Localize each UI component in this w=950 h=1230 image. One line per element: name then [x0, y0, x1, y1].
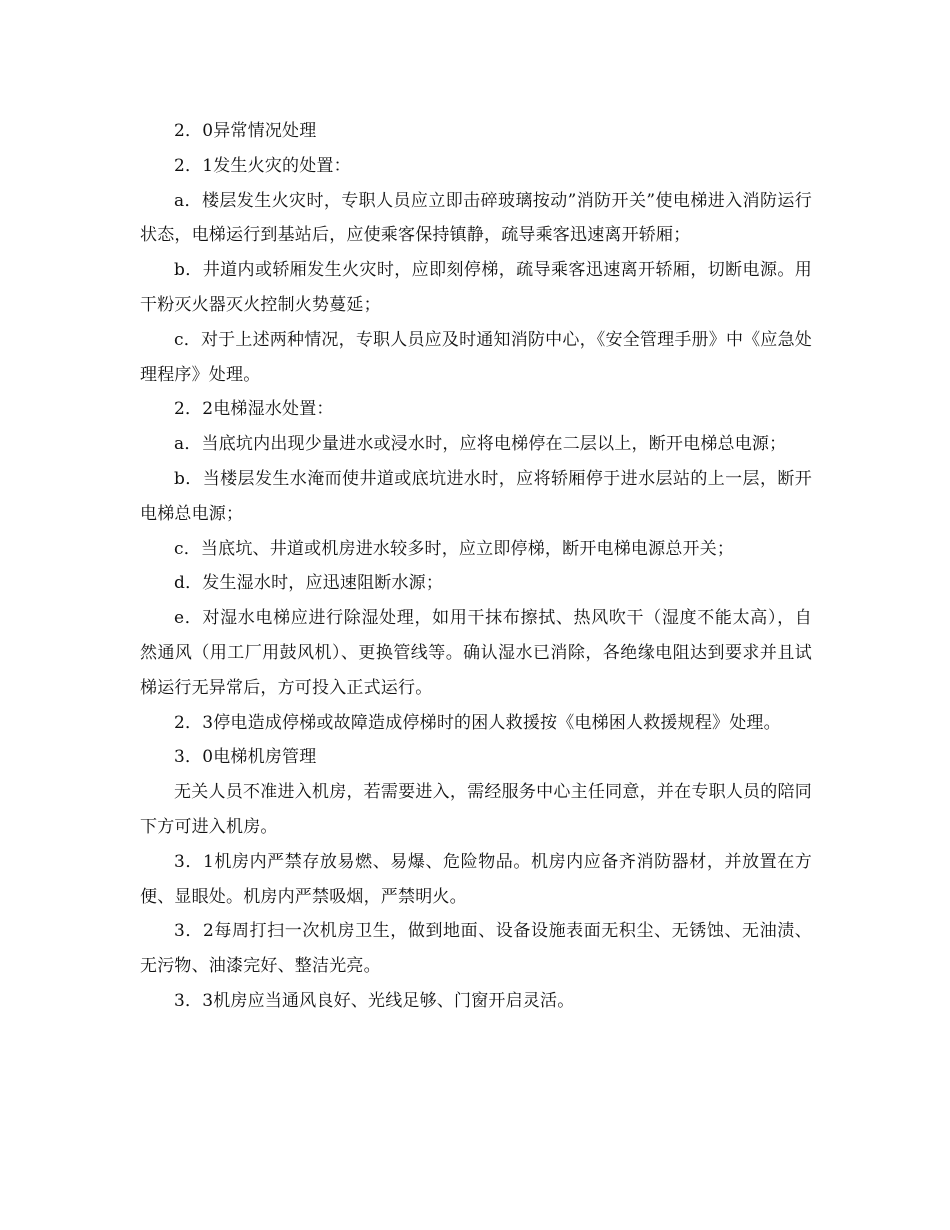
paragraph-fire-c: c．对于上述两种情况，专职人员应及时通知消防中心，《安全管理手册》中《应急处理程序》处理。 — [140, 329, 812, 385]
subsection-heading-2-2: 2．2电梯湿水处置： — [174, 399, 334, 420]
document-body — [140, 114, 812, 1019]
paragraph-3-1: 3．1机房内严禁存放易燃、易爆、危险物品。机房内应备齐消防器材，并放置在方便、显眼处。机房内严禁吸烟，严禁明火。 — [140, 851, 812, 907]
paragraph-2-3: 2．3停电造成停梯或故障造成停梯时的困人救援按《电梯困人救援规程》处理。 — [174, 712, 781, 733]
paragraph-water-b: b．当楼层发生水淹而使井道或底坑进水时，应将轿厢停于进水层站的上一层，断开电梯总电源； — [140, 468, 812, 524]
paragraph-fire-b: b．井道内或轿厢发生火灾时，应即刻停梯，疏导乘客迅速离开轿厢，切断电源。用干粉灭火器灭火控制火势蔓延； — [140, 260, 812, 315]
paragraph-machine-room-access: 无关人员不准进入机房，若需要进入，需经服务中心主任同意，并在专职人员的陪同下方可进入机房。 — [140, 782, 812, 837]
paragraph-fire-a: a．楼层发生火灾时，专职人员应立即击碎玻璃按动”消防开关”使电梯进入消防运行状态，电梯运行到基站后，应使乘客保持镇静，疏导乘客迅速离开轿厢； — [140, 190, 812, 246]
subsection-heading-2-1: 2．1发生火灾的处置： — [174, 155, 351, 176]
paragraph-water-d: d．发生湿水时，应迅速阻断水源； — [174, 573, 444, 594]
paragraph-3-3: 3．3机房应当通风良好、光线足够、门窗开启灵活。 — [174, 990, 575, 1011]
section-heading-2-0: 2．0异常情况处理 — [174, 121, 317, 141]
paragraph-water-e: e．对湿水电梯应进行除湿处理，如用干抹布擦拭、热风吹干（湿度不能太高），自然通风（用工厂用鼓风机）、更换管线等。确认湿水已消除，各绝缘电阻达到要求并且试梯运行无异常后，方可投入正式运行。 — [140, 608, 812, 698]
paragraph-3-2: 3．2每周打扫一次机房卫生，做到地面、设备设施表面无积尘、无锈蚀、无油渍、无污物、油漆完好、整洁光亮。 — [140, 921, 812, 977]
section-heading-3-0: 3．0电梯机房管理 — [174, 747, 317, 768]
paragraph-water-c: c．当底坑、井道或机房进水较多时，应立即停梯，断开电梯电源总开关； — [174, 538, 735, 559]
paragraph-water-a: a．当底坑内出现少量进水或浸水时，应将电梯停在二层以上，断开电梯总电源； — [174, 434, 787, 455]
